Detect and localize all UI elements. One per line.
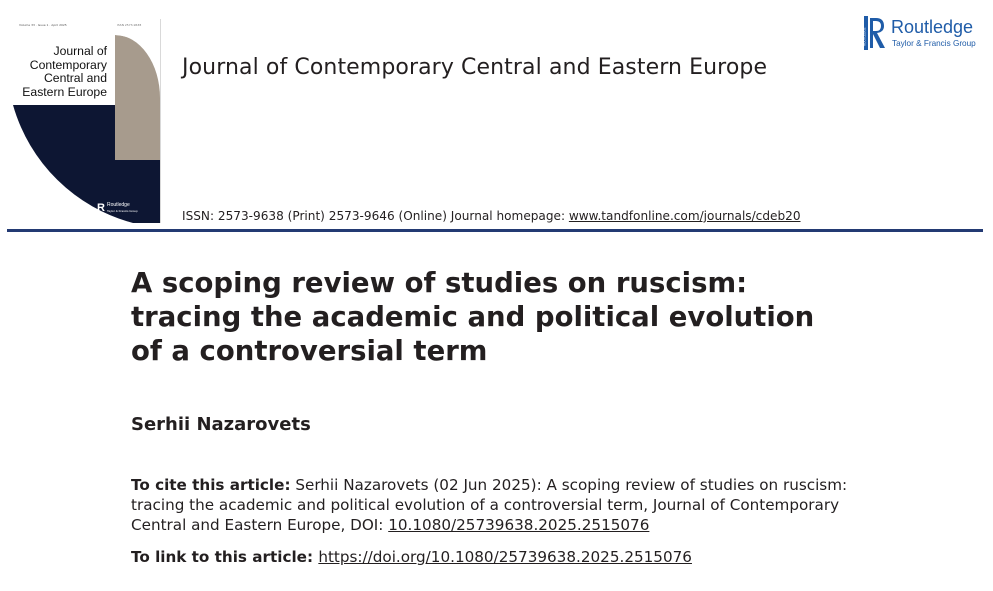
issn-line xyxy=(182,209,801,223)
publisher-logo[interactable] xyxy=(864,16,986,52)
journal-name: Journal of Contemporary Central and Eastern Europe xyxy=(182,55,768,80)
article-title: A scoping review of studies on ruscism: tracing the academic and political evolution of a controversial term xyxy=(131,267,815,367)
cover-issn: ISSN 2573-9638 xyxy=(117,23,142,27)
cover-logo-sub: Taylor & Francis Group xyxy=(106,209,138,213)
issn-text: ISSN: 2573-9638 (Print) 2573-9646 (Online) Journal homepage: xyxy=(182,209,569,223)
citation-block xyxy=(131,475,861,535)
routledge-logo-icon xyxy=(864,16,886,50)
doi-link[interactable]: 10.1080/25739638.2025.2515076 xyxy=(388,516,650,534)
cover-title-line: Journal of xyxy=(53,44,107,58)
cover-publisher-logo xyxy=(97,202,138,214)
journal-homepage-link[interactable]: www.tandfonline.com/journals/cdeb20 xyxy=(568,209,801,223)
svg-text:ROUTLEDGE: ROUTLEDGE xyxy=(862,27,867,46)
publisher-name: Routledge xyxy=(891,17,974,37)
routledge-r-icon: R xyxy=(97,201,105,214)
article-url-link[interactable]: https://doi.org/10.1080/25739638.2025.2515076 xyxy=(318,548,692,566)
link-label: To link to this article: xyxy=(131,548,319,566)
cover-title xyxy=(12,45,107,99)
cite-label: To cite this article: xyxy=(131,476,291,494)
cover-title-line: Central and xyxy=(43,71,107,85)
header-divider xyxy=(7,229,983,232)
article-author: Serhii Nazarovets xyxy=(131,414,311,435)
cover-logo-name: Routledge xyxy=(106,202,130,208)
article-link-line xyxy=(131,548,692,566)
cover-issue-meta: Volume 33 · Issue 1 · April 2025 xyxy=(19,23,67,27)
cite-text: Serhii Nazarovets (02 Jun 2025): A scoping review of studies on ruscism: tracing the academic and political evolution of a controversial term, Journal of Contemporary Central and Eastern Europe, DOI: xyxy=(131,476,848,534)
cover-title-line: Eastern Europe xyxy=(22,84,107,99)
cover-title-line: Contemporary xyxy=(29,57,107,72)
journal-cover-thumbnail xyxy=(13,19,161,223)
publisher-group: Taylor & Francis Group xyxy=(892,39,976,48)
